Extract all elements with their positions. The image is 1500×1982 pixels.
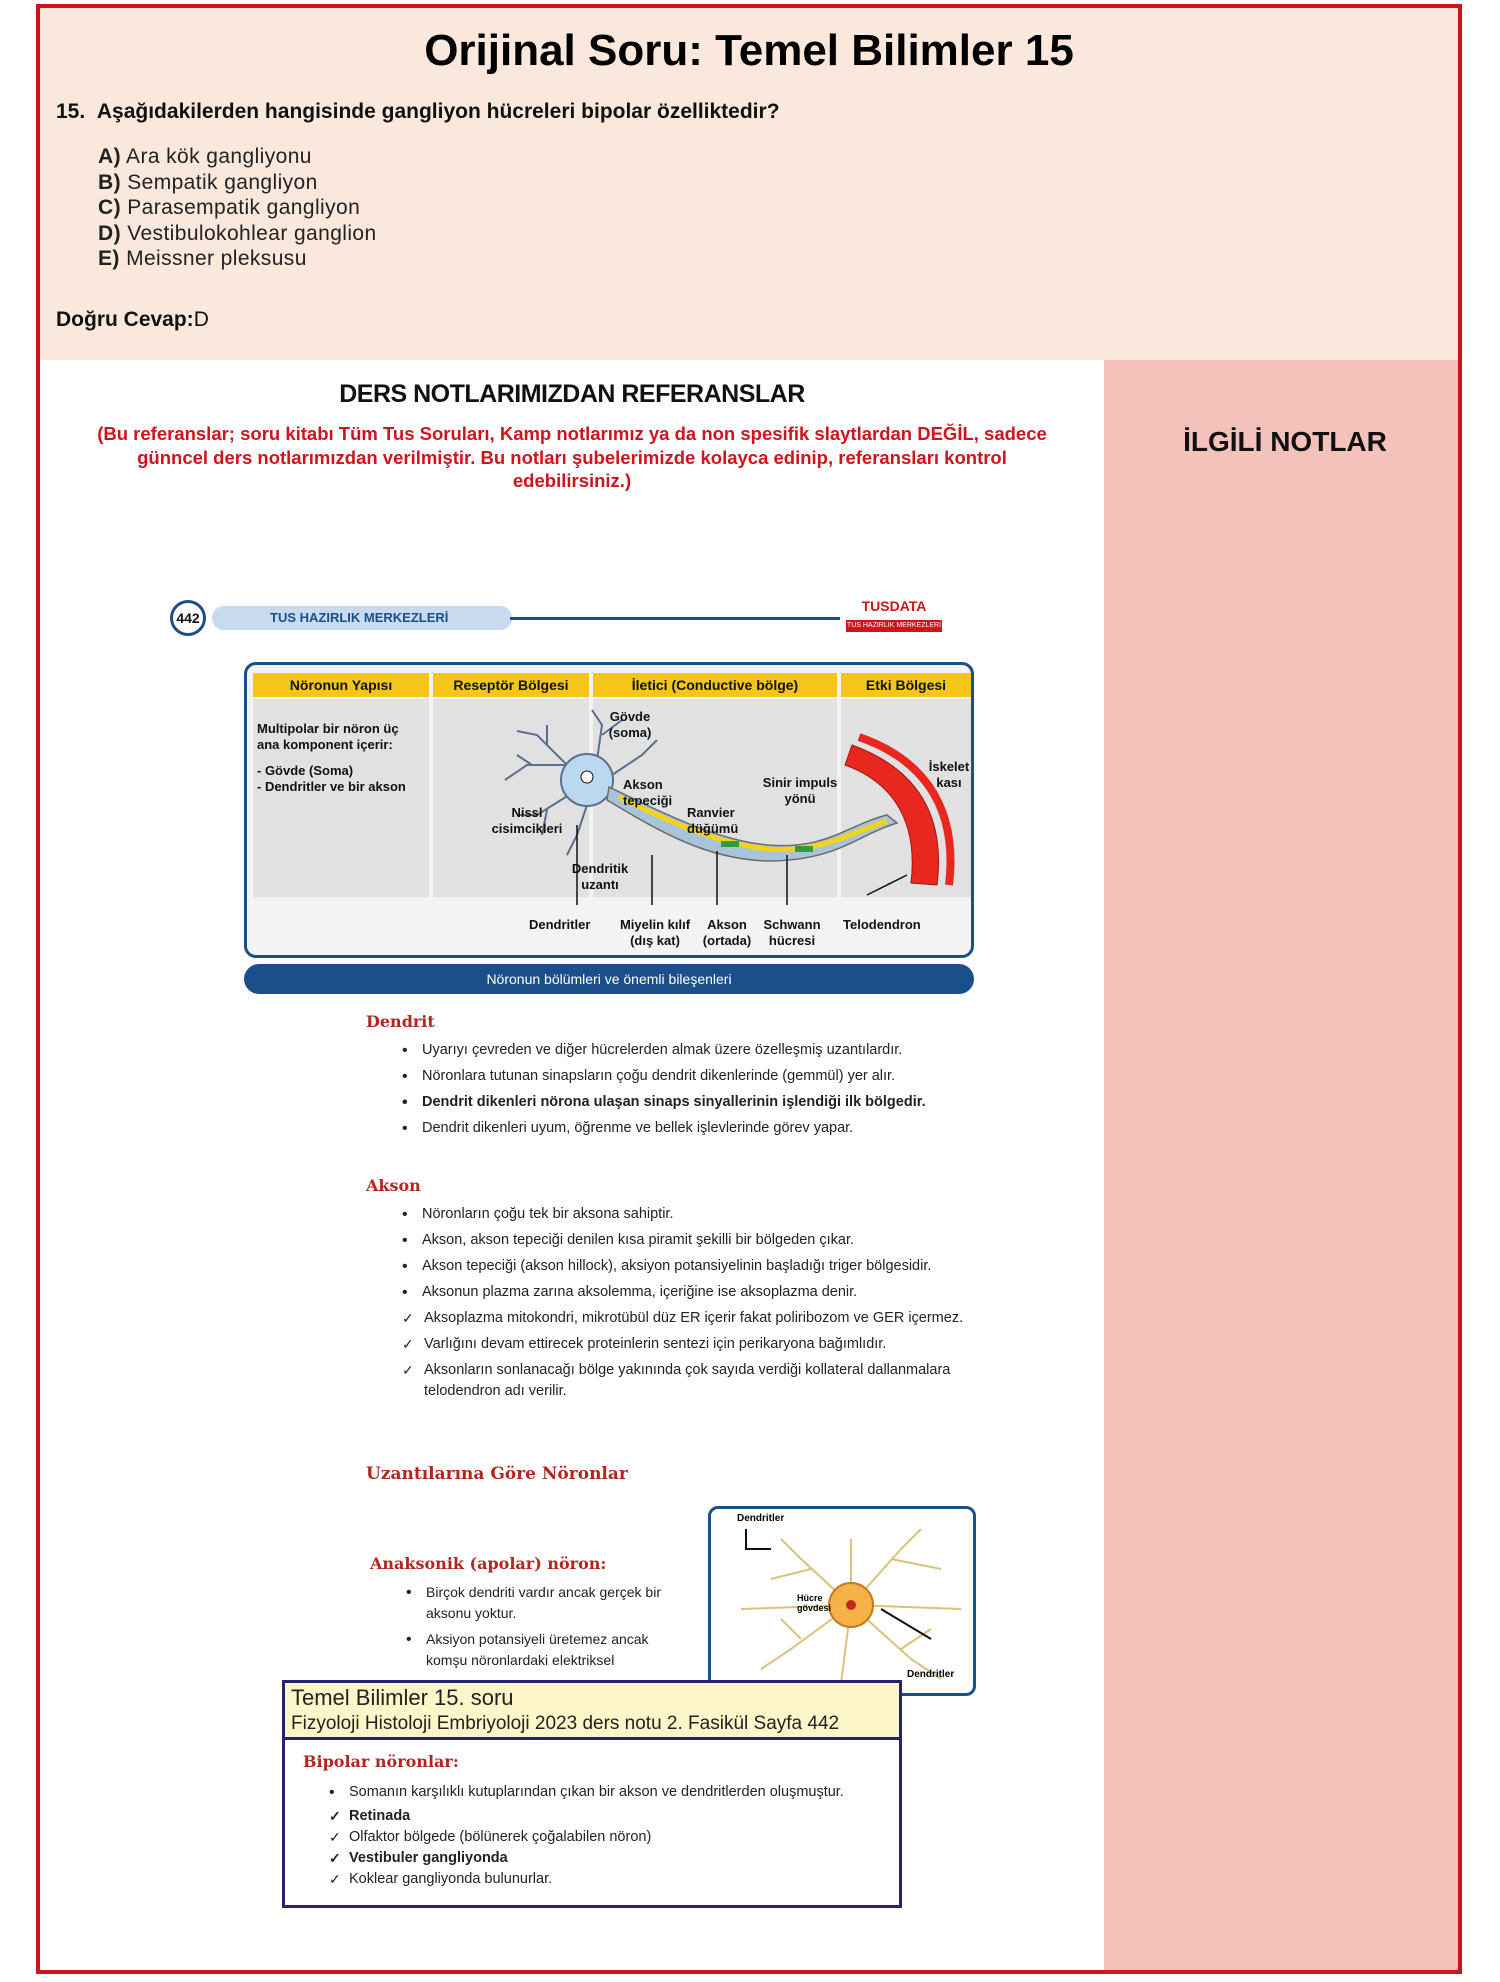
- akson-title: Akson: [366, 1176, 421, 1195]
- related-notes-heading: İLGİLİ NOTLAR: [1183, 426, 1387, 457]
- list-item: ✓ Olfaktor bölgede (bölünerek çoğalabilen nöron): [325, 1827, 895, 1847]
- bipolar-list: [325, 1782, 895, 1808]
- list-item: • Akson tepeciği (akson hillock), aksiyon potansiyelinin başladığı triger bölgesidir.: [398, 1256, 978, 1277]
- option-a: A) Ara kök gangliyonu: [98, 145, 312, 168]
- question-text: 15. Aşağıdakilerden hangisinde gangliyon hücreleri bipolar özelliktedir?: [56, 100, 780, 123]
- muscle-shape: [845, 745, 939, 885]
- list-item: • Somanın karşılıklı kutuplarından çıkan bir akson ve dendritlerden oluşmuştur.: [325, 1782, 895, 1803]
- akson-list: [398, 1204, 978, 1407]
- list-item: • Nöronların çoğu tek bir aksona sahiptir.: [398, 1204, 978, 1225]
- bipolar-title: Bipolar nöronlar:: [303, 1752, 459, 1771]
- anaxonic-neuron-image: [708, 1506, 976, 1696]
- label-dendritler-top: Dendritler: [737, 1513, 785, 1524]
- bipolar-box: [282, 1740, 902, 1908]
- option-b: B) Sempatik gangliyon: [98, 170, 318, 194]
- list-item: ✓ Koklear gangliyonda bulunurlar.: [325, 1869, 895, 1889]
- label-dendritler-bottom: Dendritler: [907, 1669, 955, 1680]
- dendrit-title: Dendrit: [366, 1012, 435, 1031]
- label-akson-ortada: Akson (ortada): [702, 917, 752, 948]
- list-item: • Dendrit dikenleri nörona ulaşan sinaps sinyallerinin işlendiği ilk bölgedir.: [398, 1092, 978, 1113]
- list-item: • Uyarıyı çevreden ve diğer hücrelerden almak üzere özelleşmiş uzantılardır.: [398, 1040, 978, 1061]
- anaksonik-list: [402, 1582, 692, 1676]
- label-dendritik: Dendritik uzantı: [571, 861, 629, 892]
- list-item: • Nöronlara tutunan sinapsların çoğu dendrit dikenlerinde (gemmül) yer alır.: [398, 1066, 978, 1087]
- list-item: ✓ Retinada: [325, 1806, 895, 1826]
- label-schwann: Schwann hücresi: [763, 917, 821, 948]
- uzanti-title: Uzantılarına Göre Nöronlar: [366, 1464, 628, 1484]
- diagram-header-1: Nöronun Yapısı: [253, 673, 429, 697]
- label-iskelet: İskelet kası: [928, 759, 970, 790]
- references-heading: DERS NOTLARIMIZDAN REFERANSLAR: [339, 380, 805, 408]
- document-frame: [36, 4, 1462, 1974]
- anaxonic-neuron-drawing: [711, 1509, 973, 1693]
- diagram-header-2: Reseptör Bölgesi: [433, 673, 589, 697]
- list-item: • Aksonun plazma zarına aksolemma, içeriğine ise aksoplazma denir.: [398, 1282, 978, 1303]
- diagram-header-4: Etki Bölgesi: [841, 673, 971, 697]
- label-dendritler: Dendritler: [529, 917, 591, 932]
- list-item: • Birçok dendriti vardır ancak gerçek bir aksonu yoktur.: [402, 1582, 692, 1624]
- label-govde: Gövde (soma): [608, 709, 652, 740]
- list-item: ✓ Varlığını devam ettirecek proteinlerin sentezi için perikaryona bağımlıdır.: [398, 1334, 978, 1355]
- neuron-diagram: [244, 662, 974, 958]
- label-miyelin: Miyelin kılıf (dış kat): [619, 917, 691, 948]
- list-item: ✓ Vestibuler gangliyonda: [325, 1848, 895, 1868]
- list-item: ✓ Aksonların sonlanacağı bölge yakınında çok sayıda verdiği kollateral dallanmalara telodendron adı verilir.: [398, 1360, 978, 1402]
- list-item: ✓ Aksoplazma mitokondri, mikrotübül düz ER içerir fakat poliribozom ve GER içermez.: [398, 1308, 978, 1329]
- label-akson-tepecigi: Akson tepeciği: [623, 777, 673, 808]
- source-line-1: Temel Bilimler 15. soru: [291, 1685, 514, 1710]
- label-sinir-impuls: Sinir impuls yönü: [762, 775, 838, 806]
- option-c: C) Parasempatik gangliyon: [98, 196, 361, 219]
- page-number: 442: [170, 600, 206, 636]
- tusdata-logo: TUSDATA TUS HAZIRLIK MERKEZLERİ: [846, 596, 942, 638]
- option-e: E) Meissner pleksusu: [98, 247, 307, 270]
- label-ranvier: Ranvier düğümü: [687, 805, 739, 836]
- source-line-2: Fizyoloji Histoloji Embriyoloji 2023 ders notu 2. Fasikül Sayfa 442: [291, 1713, 840, 1734]
- structure-text: Multipolar bir nöron üç ana komponent içerir: - Gövde (Soma) - Dendritler ve bir akson: [257, 721, 406, 794]
- anaksonik-title: Anaksonik (apolar) nöron:: [370, 1554, 607, 1573]
- label-telodendron: Telodendron: [843, 917, 921, 932]
- page-banner: TUS HAZIRLIK MERKEZLERİ: [212, 606, 512, 630]
- references-note: (Bu referanslar; soru kitabı Tüm Tus Soruları, Kamp notlarımız ya da non spesifik slaytlardan DEĞİL, sadece günncel ders notlarımızdan verilmiştir. Bu notları şubelerimizde kolayca edinip, referansları kontrol edebilirsiniz.): [97, 423, 1047, 491]
- label-nissl: Nissl cisimcikleri: [491, 805, 563, 836]
- label-hucre-govdesi: Hücre gövdesi: [797, 1593, 832, 1613]
- answer-options: [98, 144, 377, 272]
- list-item: • Aksiyon potansiyeli üretemez ancak komşu nöronlardaki elektriksel: [402, 1629, 692, 1671]
- correct-answer: Doğru Cevap:D: [56, 308, 209, 331]
- related-notes-panel: [1104, 360, 1462, 1974]
- bipolar-sublist: [325, 1806, 895, 1890]
- list-item: • Dendrit dikenleri uyum, öğrenme ve bellek işlevlerinde görev yapar.: [398, 1118, 978, 1139]
- question-section: [40, 8, 1458, 360]
- dendrit-list: [398, 1040, 978, 1144]
- source-highlight-box: [282, 1680, 902, 1740]
- diagram-header-3: İletici (Conductive bölge): [593, 673, 837, 697]
- option-d: D) Vestibulokohlear ganglion: [98, 221, 377, 245]
- diagram-caption: Nöronun bölümleri ve önemli bileşenleri: [244, 964, 974, 994]
- page-title: Orijinal Soru: Temel Bilimler 15: [424, 26, 1074, 75]
- list-item: • Akson, akson tepeciği denilen kısa piramit şekilli bir bölgeden çıkar.: [398, 1230, 978, 1251]
- banner-line: [510, 617, 840, 620]
